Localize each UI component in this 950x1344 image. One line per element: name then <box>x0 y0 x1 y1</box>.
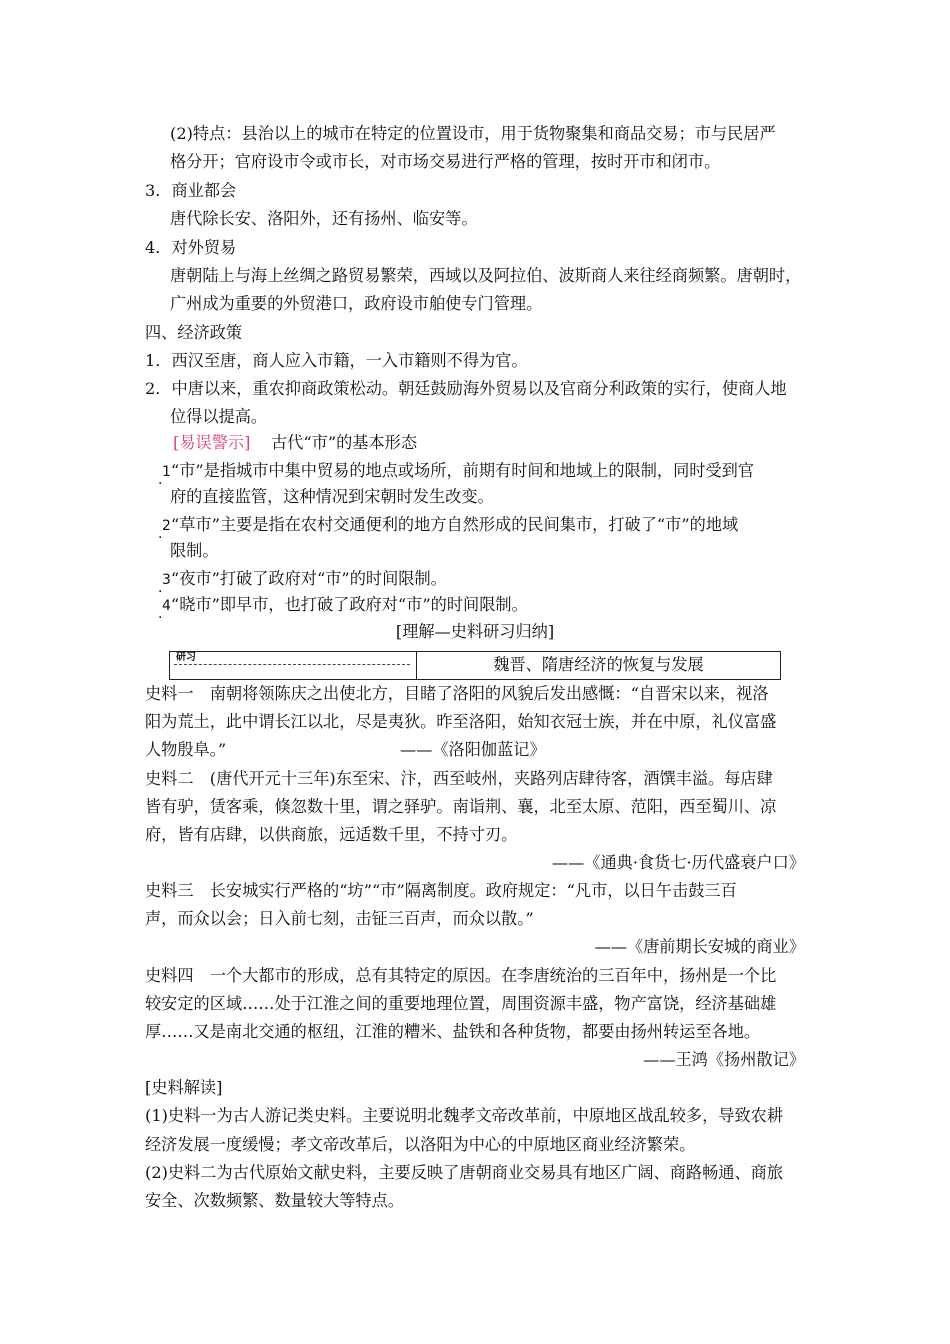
warning-tag: [易误警示] <box>173 433 251 452</box>
text-line: 位得以提高。 <box>170 407 268 426</box>
text-line: 唐朝陆上与海上丝绸之路贸易繁荣，西域以及阿拉伯、波斯商人来往经商频繁。唐朝时， <box>170 266 802 285</box>
interpretation-line: 经济发展一度缓慢；孝文帝改革后，以洛阳为中心的中原地区商业经济繁荣。 <box>145 1135 696 1154</box>
warning-title: 古代“市”的基本形态 <box>270 433 418 452</box>
dot-mark: . <box>158 580 163 596</box>
warning-item-cont: 限制。 <box>170 541 219 560</box>
interpretation-line: 安全、次数频繁、数量较大等特点。 <box>145 1191 404 1210</box>
text-line: 唐代除长安、洛阳外，还有扬州、临安等。 <box>170 209 478 228</box>
study-bar <box>169 651 781 680</box>
study-bar-tag-cell <box>170 652 417 679</box>
dot-mark: . <box>158 472 163 488</box>
item-number: 3 <box>162 572 171 588</box>
source-line: 厚……又是南北交通的枢纽，江淮的糟米、盐铁和各种货物，都要由扬州转运至各地。 <box>145 1022 761 1041</box>
item-text: “晓市”即早市，也打破了政府对“市”的时间限制。 <box>170 595 528 614</box>
interpretation-heading: [史料解读] <box>145 1078 223 1097</box>
source-citation: ——《唐前期长安城的商业》 <box>594 937 805 956</box>
numbered-heading: 3．商业都会 <box>145 181 237 200</box>
source-citation: ——《洛阳伽蓝记》 <box>400 740 546 759</box>
warning-item <box>162 460 754 483</box>
item-text: “夜市”打破了政府对“市”的时间限制。 <box>170 569 447 588</box>
centered-heading: [理解—史料研习归纳] <box>395 622 555 641</box>
item-number: 4 <box>162 598 171 614</box>
warning-item <box>162 568 447 591</box>
text-line: (2)特点：县治以上的城市在特定的位置设市，用于货物聚集和商品交易；市与民居严 <box>170 124 776 143</box>
warning-item <box>162 514 738 537</box>
text-line: 2．中唐以来，重农抑商政策松动。朝廷鼓励海外贸易以及官商分利政策的实行，使商人地 <box>145 379 787 398</box>
section-heading: 四、经济政策 <box>145 323 243 342</box>
source-citation: ——《通典·食货七·历代盛衰户口》 <box>551 853 805 872</box>
warning-item-cont: 府的直接监管，这种情况到宋朝时发生改变。 <box>170 487 494 506</box>
interpretation-line: (2)史料二为古代原始文献史料，主要反映了唐朝商业交易具有地区广阔、商路畅通、商旅 <box>145 1163 784 1182</box>
dot-mark: . <box>158 606 163 622</box>
item-number: 2 <box>162 518 171 534</box>
study-bar-title: 魏晋、隋唐经济的恢复与发展 <box>493 655 704 674</box>
dashed-divider <box>174 664 410 665</box>
source-citation: ——王鸿《扬州散记》 <box>643 1050 805 1069</box>
warning-header <box>173 432 417 454</box>
item-number: 1 <box>162 464 171 480</box>
source-line: 府，皆有店肆，以供商旅，远适数千里，不持寸刃。 <box>145 825 518 844</box>
source-line: 阳为荒土，此中谓长江以北，尽是夷狄。昨至洛阳，始知衣冠士族，并在中原，礼仪富盛 <box>145 712 777 731</box>
source-line: 史料一 南朝将领陈庆之出使北方，目睹了洛阳的风貌后发出感慨：“自晋宋以来，视洛 <box>145 684 769 703</box>
interpretation-line: (1)史料一为古人游记类史料。主要说明北魏孝文帝改革前，中原地区战乱较多，导致农耕 <box>145 1106 784 1125</box>
source-line: 较安定的区域……处于江淮之间的重要地理位置，周围资源丰盛，物产富饶，经济基础雄 <box>145 994 777 1013</box>
text-line: 1．西汉至唐，商人应入市籍，一入市籍则不得为官。 <box>145 351 528 370</box>
source-line: 皆有驴，赁客乘，倏忽数十里，谓之驿驴。南诣荆、襄，北至太原、范阳，西至蜀川、凉 <box>145 797 777 816</box>
source-line: 史料二 (唐代开元十三年)东至宋、汴，西至岐州，夹路列店肆待客，酒馔丰溢。每店肆 <box>145 769 773 788</box>
source-line: 史料三 长安城实行严格的“坊”“市”隔离制度。政府规定：“凡市，以日午击鼓三百 <box>145 881 737 900</box>
dot-mark: . <box>158 526 163 542</box>
item-text: “市”是指城市中集中贸易的地点或场所，前期有时间和地域上的限制，同时受到官 <box>170 461 755 480</box>
numbered-heading: 4．对外贸易 <box>145 238 237 257</box>
warning-item <box>162 594 528 617</box>
item-text: “草市”主要是指在农村交通便利的地方自然形成的民间集市，打破了“市”的地域 <box>170 515 739 534</box>
source-line: 声，而众以会；日入前七刻，击钲三百声，而众以散。” <box>145 909 534 928</box>
text-line: 广州成为重要的外贸港口，政府设市舶使专门管理。 <box>170 294 543 313</box>
source-line: 史料四 一个大都市的形成，总有其特定的原因。在李唐统治的三百年中，扬州是一个比 <box>145 966 777 985</box>
source-line: 人物殷阜。” <box>145 740 227 759</box>
text-line: 格分开；官府设市令或市长，对市场交易进行严格的管理，按时开市和闭市。 <box>170 152 721 171</box>
study-tag: 研习 <box>176 652 196 663</box>
